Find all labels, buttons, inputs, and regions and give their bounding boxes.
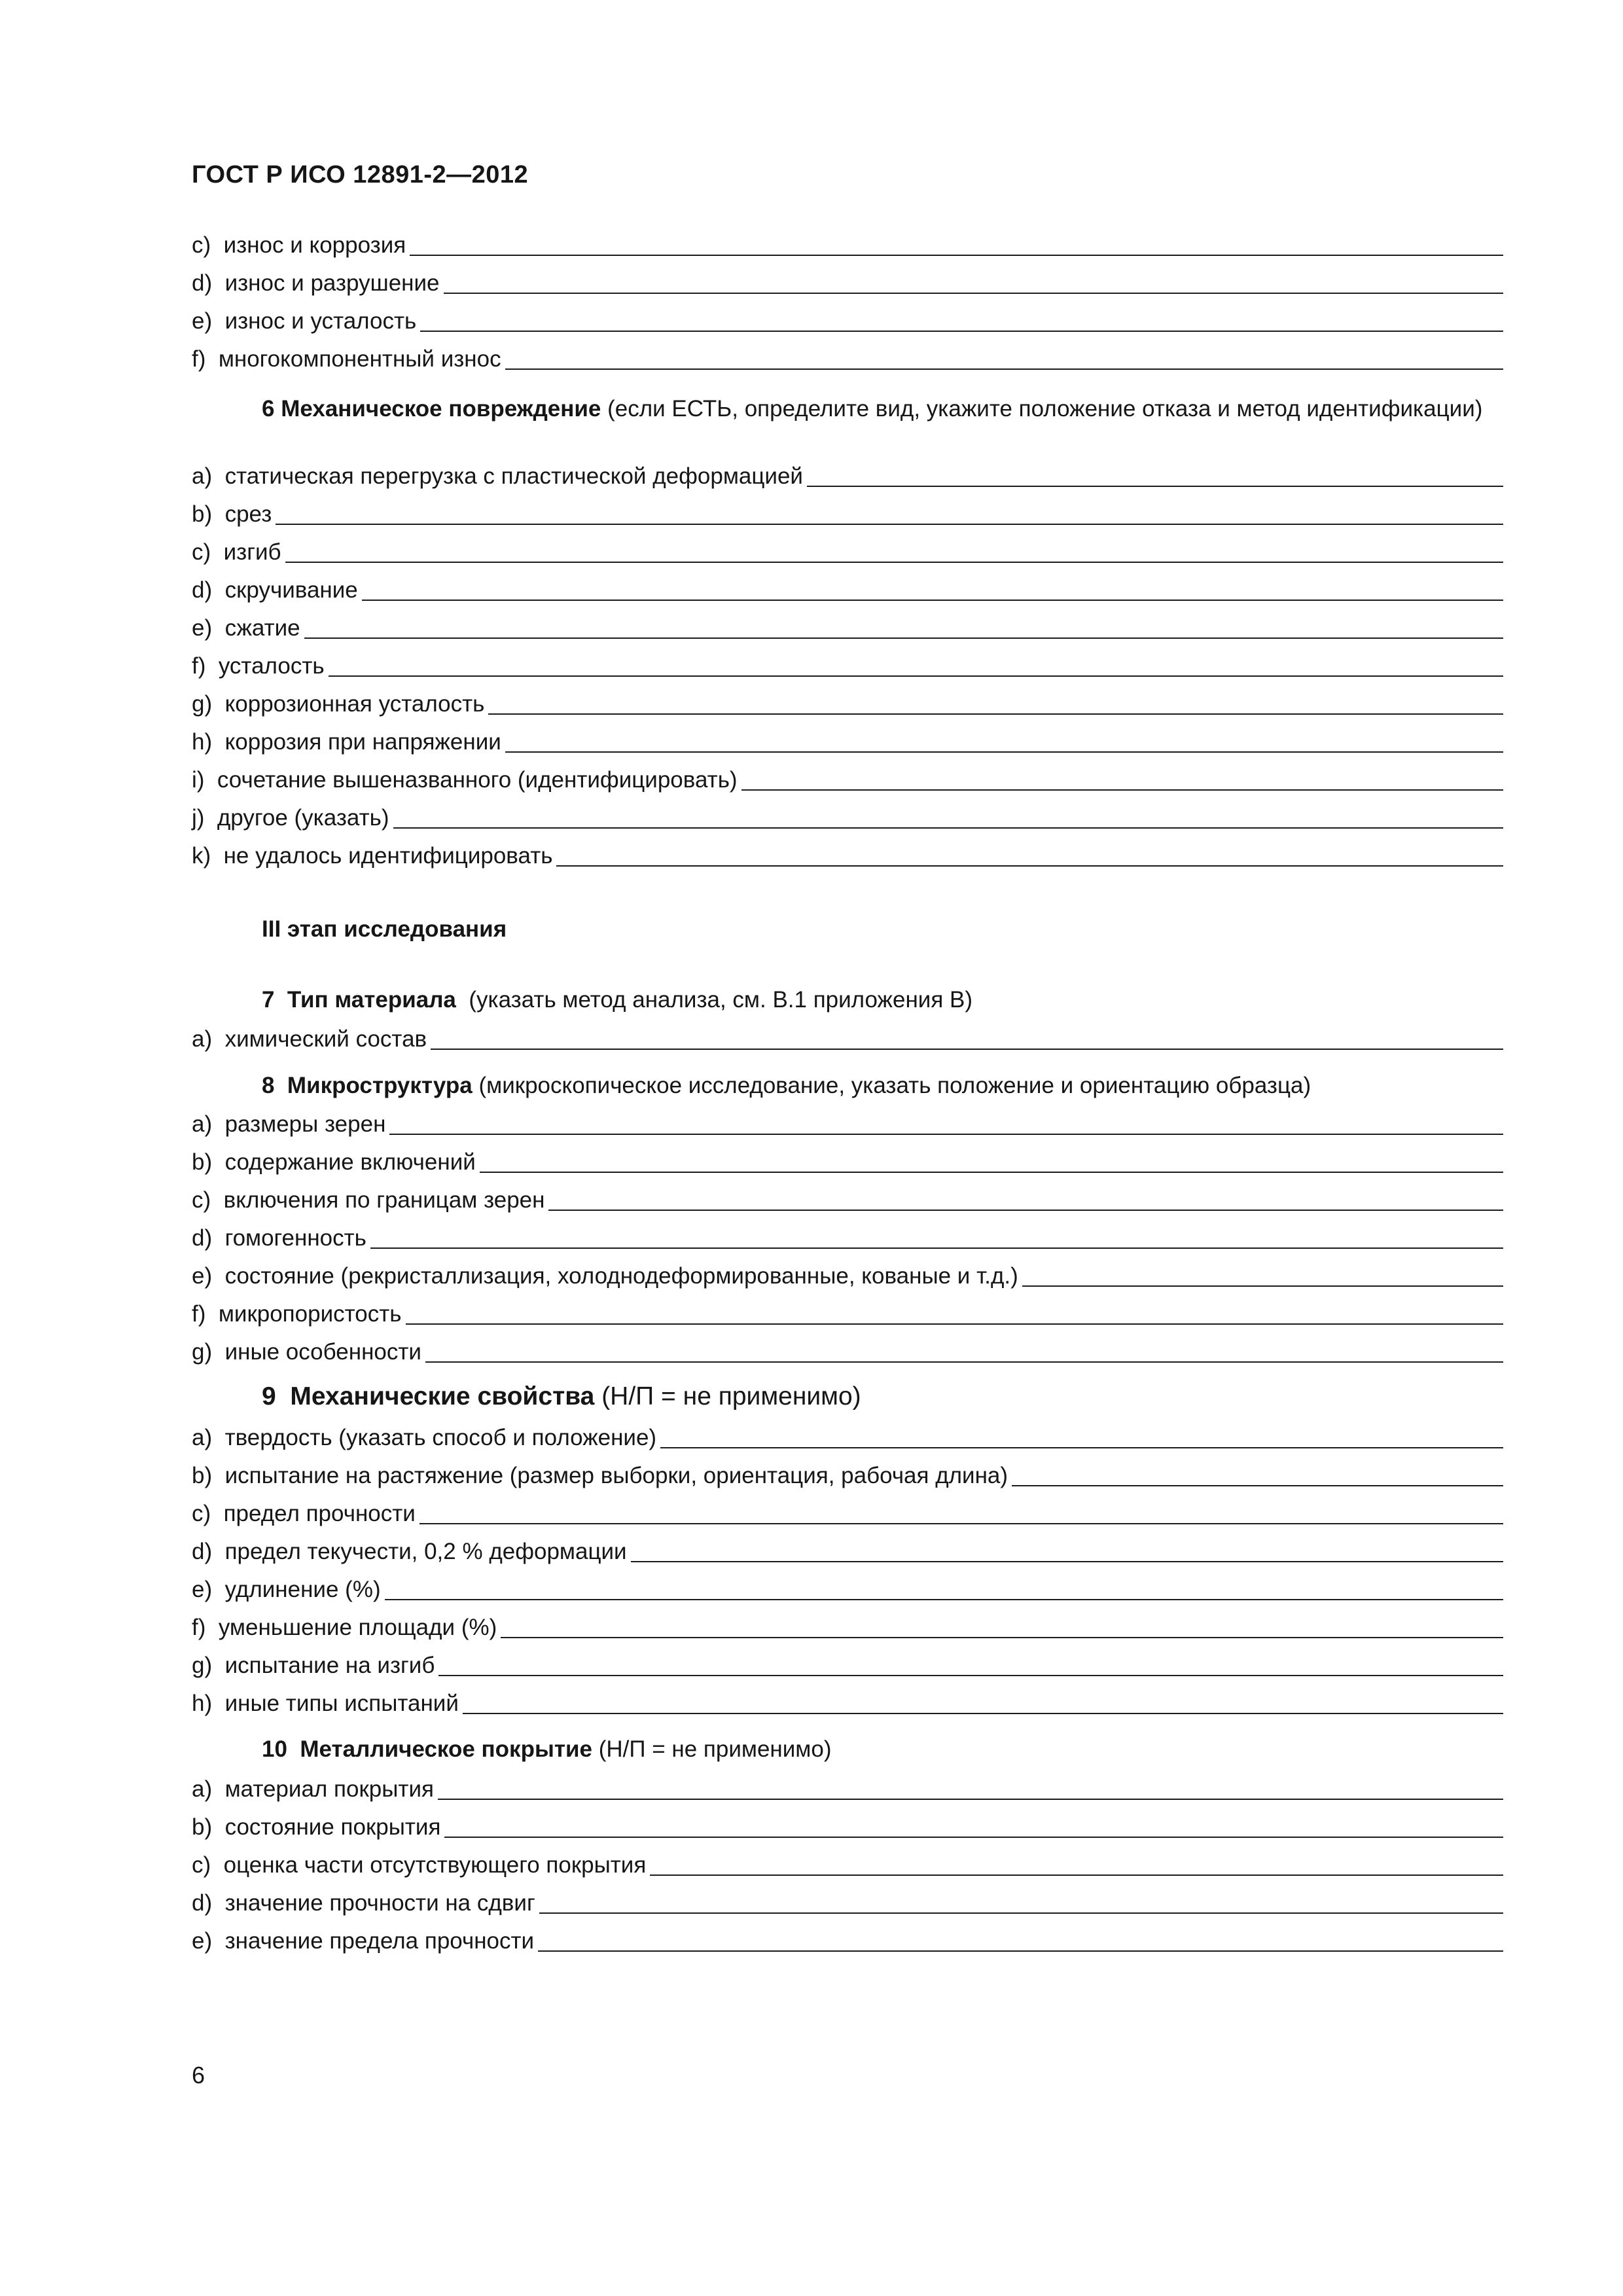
row-label: a) статическая перегрузка с пластической деформацией xyxy=(192,463,803,489)
document-header: ГОСТ Р ИСО 12891-2—2012 xyxy=(192,161,529,188)
form-row xyxy=(192,842,1503,870)
section-10-title: 10 Металлическое покрытие xyxy=(262,1736,592,1762)
page-number: 6 xyxy=(192,2062,205,2089)
fill-in-line[interactable] xyxy=(385,1599,1503,1600)
row-label: d) гомогенность xyxy=(192,1225,366,1251)
fill-in-line[interactable] xyxy=(538,1950,1503,1952)
section-10-note: (Н/П = не применимо) xyxy=(592,1736,832,1762)
section-7-title: 7 Тип материала xyxy=(262,987,456,1013)
row-label: d) значение прочности на сдвиг xyxy=(192,1890,535,1916)
form-row xyxy=(192,462,1503,491)
form-row xyxy=(192,1224,1503,1253)
fill-in-line[interactable] xyxy=(807,486,1503,487)
row-label: c) включения по границам зерен xyxy=(192,1187,545,1213)
fill-in-line[interactable] xyxy=(438,1799,1503,1800)
form-row xyxy=(192,1110,1503,1139)
fill-in-line[interactable] xyxy=(304,637,1503,639)
row-label: c) изгиб xyxy=(192,539,281,565)
row-label: a) материал покрытия xyxy=(192,1776,434,1802)
fill-in-line[interactable] xyxy=(480,1172,1503,1173)
fill-in-line[interactable] xyxy=(389,1134,1503,1135)
fill-in-line[interactable] xyxy=(505,751,1503,753)
fill-in-line[interactable] xyxy=(285,562,1503,563)
form-row-wear-corrosion xyxy=(192,231,1503,260)
form-row xyxy=(192,500,1503,529)
row-label: h) коррозия при напряжении xyxy=(192,729,501,755)
fill-in-line[interactable] xyxy=(631,1561,1503,1562)
form-row xyxy=(192,1613,1503,1642)
section-7-note: (указать метод анализа, см. В.1 приложения В) xyxy=(455,987,972,1013)
fill-in-line[interactable] xyxy=(741,789,1503,791)
form-row-multicomponent-wear xyxy=(192,345,1503,374)
row-label: a) размеры зерен xyxy=(192,1111,386,1137)
row-label: c) оценка части отсутствующего покрытия xyxy=(192,1852,647,1878)
form-row xyxy=(192,1537,1503,1566)
row-label: e) значение предела прочности xyxy=(192,1928,535,1954)
row-label: d) предел текучести, 0,2 % деформации xyxy=(192,1539,627,1564)
fill-in-line[interactable] xyxy=(419,1523,1503,1524)
fill-in-line[interactable] xyxy=(438,1675,1503,1676)
form-row xyxy=(192,1025,1503,1054)
fill-in-line[interactable] xyxy=(444,293,1503,294)
form-row xyxy=(192,766,1503,795)
fill-in-line[interactable] xyxy=(463,1713,1503,1714)
form-row xyxy=(192,538,1503,567)
form-row xyxy=(192,1300,1503,1329)
section-8-heading xyxy=(262,1071,1311,1100)
fill-in-line[interactable] xyxy=(431,1049,1503,1050)
row-label: g) испытание на изгиб xyxy=(192,1653,435,1678)
row-label: j) другое (указать) xyxy=(192,805,389,831)
form-row xyxy=(192,1851,1503,1880)
form-row xyxy=(192,1775,1503,1804)
fill-in-line[interactable] xyxy=(505,368,1503,370)
section-9-title: 9 Механические свойства xyxy=(262,1382,595,1410)
fill-in-line[interactable] xyxy=(660,1447,1503,1448)
section-6-title: 6 Механическое повреждение xyxy=(262,396,601,422)
form-row xyxy=(192,1499,1503,1528)
fill-in-line[interactable] xyxy=(425,1361,1503,1363)
row-label: b) содержание включений xyxy=(192,1149,476,1175)
fill-in-line[interactable] xyxy=(1012,1485,1503,1486)
row-label: e) удлинение (%) xyxy=(192,1577,381,1602)
form-row xyxy=(192,1813,1503,1842)
form-row xyxy=(192,576,1503,605)
fill-in-line[interactable] xyxy=(420,331,1503,332)
row-label: f) усталость xyxy=(192,653,325,679)
fill-in-line[interactable] xyxy=(650,1874,1503,1876)
section-8-note: (микроскопическое исследование, указать положение и ориентацию образца) xyxy=(472,1073,1311,1098)
row-label: b) состояние покрытия xyxy=(192,1814,441,1840)
form-row xyxy=(192,804,1503,833)
row-label: f) многокомпонентный износ xyxy=(192,346,501,372)
fill-in-line[interactable] xyxy=(406,1323,1504,1325)
row-label: i) сочетание вышеназванного (идентифицировать) xyxy=(192,767,738,793)
fill-in-line[interactable] xyxy=(329,675,1503,677)
row-label: d) износ и разрушение xyxy=(192,270,440,296)
section-8-title: 8 Микроструктура xyxy=(262,1073,473,1098)
row-label: c) предел прочности xyxy=(192,1501,416,1526)
form-row xyxy=(192,1889,1503,1918)
section-9-heading xyxy=(262,1382,861,1411)
fill-in-line[interactable] xyxy=(276,524,1503,525)
section-9-note: (Н/П = не применимо) xyxy=(594,1382,861,1410)
row-label: d) скручивание xyxy=(192,577,358,603)
form-row xyxy=(192,1186,1503,1215)
form-row xyxy=(192,1651,1503,1680)
form-row xyxy=(192,1424,1503,1452)
row-label: h) иные типы испытаний xyxy=(192,1691,459,1716)
row-label: a) твердость (указать способ и положение) xyxy=(192,1425,657,1450)
form-row xyxy=(192,728,1503,757)
form-row xyxy=(192,1148,1503,1177)
row-label: f) уменьшение площади (%) xyxy=(192,1615,497,1640)
row-label: e) сжатие xyxy=(192,615,300,641)
form-row xyxy=(192,690,1503,719)
fill-in-line[interactable] xyxy=(539,1912,1503,1914)
row-label: b) срез xyxy=(192,501,272,527)
fill-in-line[interactable] xyxy=(488,713,1503,715)
fill-in-line[interactable] xyxy=(370,1247,1503,1249)
stage-heading: III этап исследования xyxy=(262,916,507,942)
row-label: f) микропористость xyxy=(192,1301,402,1327)
form-row xyxy=(192,652,1503,681)
row-label: e) износ и усталость xyxy=(192,308,417,334)
fill-in-line[interactable] xyxy=(556,865,1503,867)
fill-in-line[interactable] xyxy=(548,1210,1503,1211)
form-row xyxy=(192,614,1503,643)
form-row xyxy=(192,1262,1503,1291)
form-row xyxy=(192,1575,1503,1604)
section-10-heading xyxy=(262,1735,832,1764)
fill-in-line[interactable] xyxy=(444,1837,1503,1838)
form-row xyxy=(192,1689,1503,1718)
fill-in-line[interactable] xyxy=(362,600,1503,601)
fill-in-line[interactable] xyxy=(393,827,1504,829)
row-label: a) химический состав xyxy=(192,1026,427,1052)
row-label: c) износ и коррозия xyxy=(192,232,406,258)
form-row-wear-fracture xyxy=(192,269,1503,298)
fill-in-line[interactable] xyxy=(501,1637,1503,1638)
section-6-heading xyxy=(192,390,1503,428)
section-6-note: (если ЕСТЬ, определите вид, укажите положение отказа и метод идентификации) xyxy=(601,396,1483,422)
row-label: e) состояние (рекристаллизация, холоднодеформированные, кованые и т.д.) xyxy=(192,1263,1018,1289)
form-row xyxy=(192,1338,1503,1367)
row-label: k) не удалось идентифицировать xyxy=(192,843,553,869)
form-row xyxy=(192,1927,1503,1956)
form-row xyxy=(192,1462,1503,1490)
section-7-heading xyxy=(262,986,972,1014)
form-row-wear-fatigue xyxy=(192,307,1503,336)
row-label: g) коррозионная усталость xyxy=(192,691,485,717)
fill-in-line[interactable] xyxy=(410,255,1503,256)
row-label: b) испытание на растяжение (размер выборки, ориентация, рабочая длина) xyxy=(192,1463,1008,1488)
row-label: g) иные особенности xyxy=(192,1339,421,1365)
fill-in-line[interactable] xyxy=(1022,1285,1503,1287)
